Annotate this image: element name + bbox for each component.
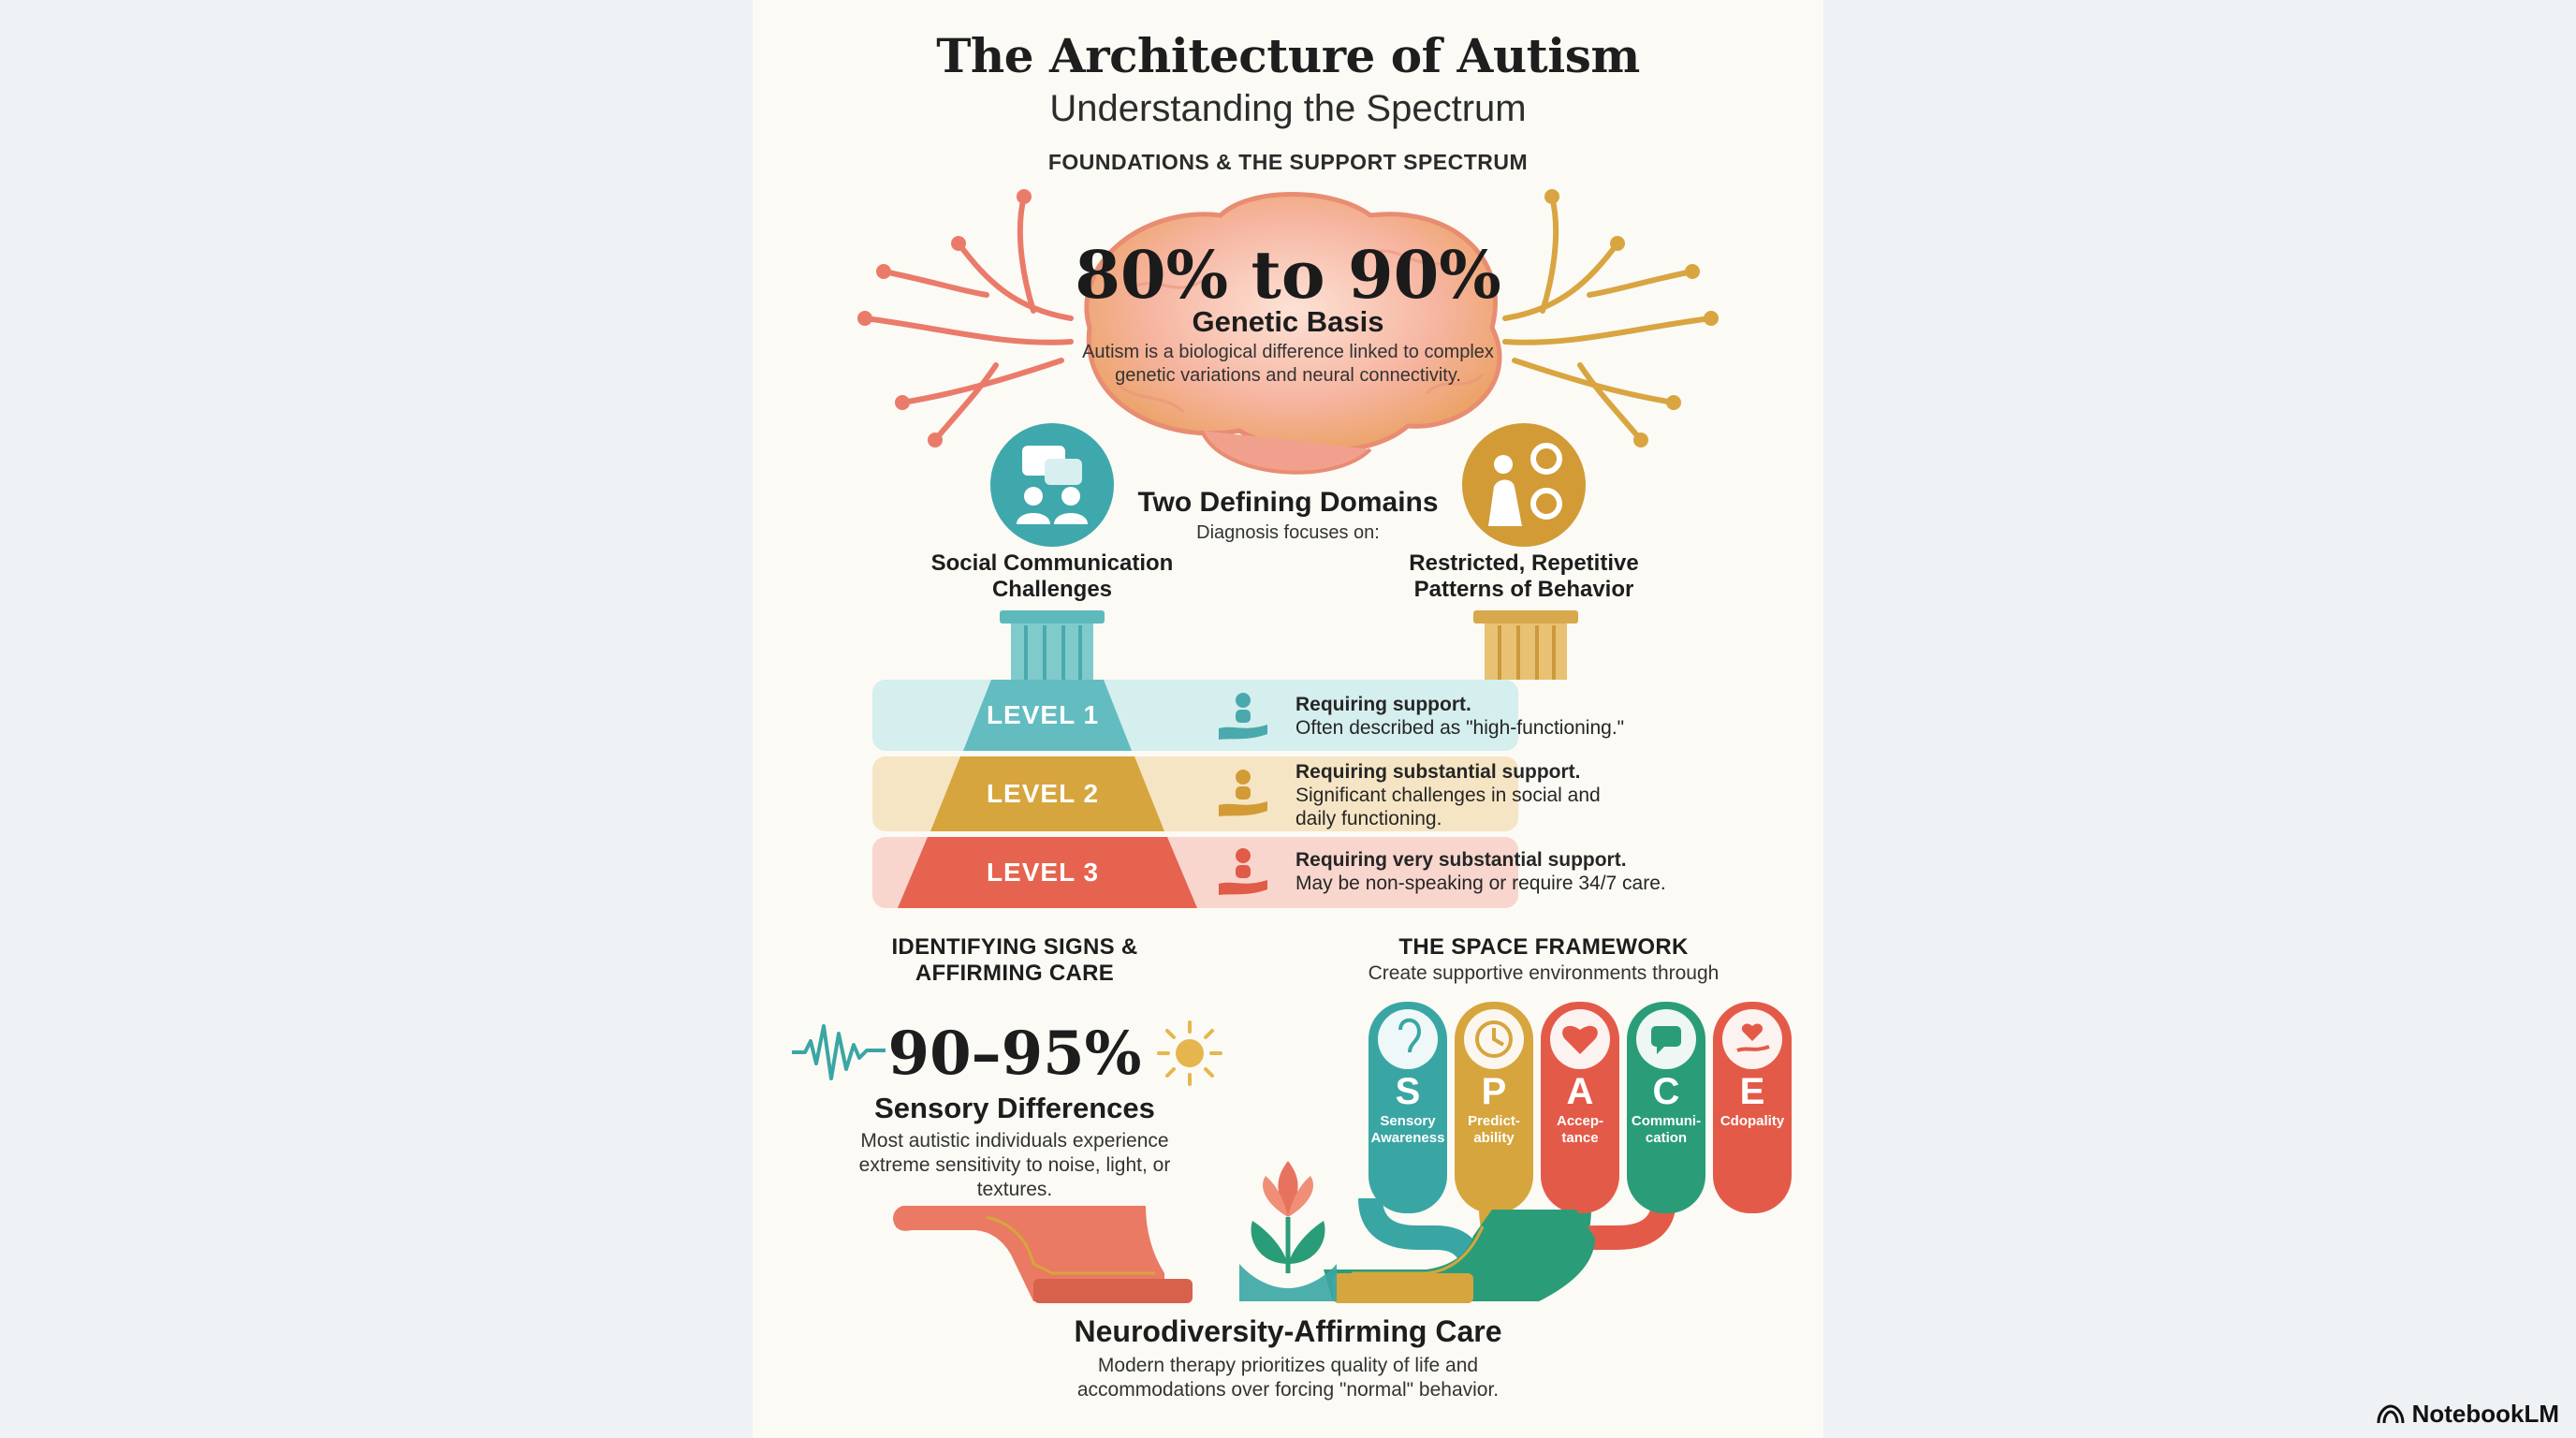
genetic-stat: 80% to 90% (1075, 236, 1501, 314)
sensory-stat: 90–95% (887, 1019, 1142, 1089)
section-label-foundations: FOUNDATIONS & THE SUPPORT SPECTRUM (1047, 150, 1529, 174)
signs-section-title: IDENTIFYING SIGNS & AFFIRMING CARE (891, 934, 1138, 986)
space-letter-s: S (1395, 1071, 1421, 1112)
infographic-poster (753, 0, 1823, 1438)
space-word-e: Cdopality (1720, 1113, 1785, 1129)
level-3-text (1295, 848, 1689, 895)
space-item-e (1713, 1071, 1792, 1130)
domains-subtitle: Diagnosis focuses on: (1196, 522, 1380, 543)
genetic-heading: Genetic Basis (1192, 305, 1384, 338)
sensory-heading: Sensory Differences (874, 1092, 1155, 1124)
support-hand-icon-level-2 (1215, 764, 1271, 820)
level-3-title: Requiring very substantial support. (1295, 849, 1627, 871)
level-2-description: Significant challenges in social and daily functioning. (1295, 785, 1601, 829)
level-2-label: LEVEL 2 (986, 779, 1100, 808)
poster-subtitle: Understanding the Spectrum (1049, 88, 1527, 129)
pillar-right (1473, 610, 1578, 680)
space-word-a: Accep-tance (1556, 1113, 1604, 1146)
space-letter-e: E (1739, 1071, 1765, 1112)
level-1-description: Often described as "high-functioning." (1295, 717, 1625, 739)
level-3-description: May be non-speaking or require 34/7 care. (1295, 873, 1666, 894)
notebooklm-logo-icon (2377, 1404, 2405, 1425)
support-hand-icon-level-1 (1215, 687, 1271, 743)
domain-social-communication: Social Communication Challenges (930, 550, 1174, 602)
sensory-description: Most autistic individuals experience extreme sensitivity to noise, light, or textures. (858, 1130, 1171, 1200)
space-framework-title: THE SPACE FRAMEWORK (1398, 934, 1689, 960)
space-item-s (1368, 1071, 1447, 1147)
care-heading: Neurodiversity-Affirming Care (1074, 1314, 1502, 1348)
level-1-text (1295, 693, 1689, 740)
space-item-p (1455, 1071, 1533, 1147)
level-3-label: LEVEL 3 (986, 858, 1100, 887)
domain-repetitive-behavior: Restricted, Repetitive Patterns of Behavior (1409, 550, 1639, 602)
space-letter-c: C (1652, 1071, 1680, 1112)
support-hand-icon-level-3 (1215, 843, 1271, 899)
brand-name: NotebookLM (2411, 1400, 2559, 1428)
space-letter-a: A (1566, 1071, 1594, 1112)
space-framework-subtitle: Create supportive environments through (1368, 962, 1720, 984)
social-communication-icon (988, 421, 1116, 549)
space-word-p: Predict-ability (1468, 1113, 1520, 1146)
level-1-label: LEVEL 1 (986, 700, 1100, 729)
pillar-left (1000, 610, 1105, 680)
level-1-title: Requiring support. (1295, 694, 1471, 715)
level-2-text (1295, 760, 1614, 830)
genetic-description: Autism is a biological difference linked to complex genetic variations and neural connectivity. (1082, 342, 1494, 386)
space-word-s: Sensory Awareness (1370, 1113, 1445, 1146)
care-description: Modern therapy prioritizes quality of life and accommodations over forcing "normal" behavior. (1076, 1355, 1500, 1401)
space-word-c: Communi-cation (1631, 1113, 1702, 1146)
notebooklm-brand (2377, 1400, 2559, 1429)
space-letter-p: P (1481, 1071, 1507, 1112)
domains-title: Two Defining Domains (1137, 487, 1439, 518)
repetitive-behavior-icon (1460, 421, 1588, 549)
poster-title: The Architecture of Autism (936, 28, 1640, 83)
space-item-a (1541, 1071, 1619, 1147)
level-2-title: Requiring substantial support. (1295, 761, 1581, 783)
space-item-c (1627, 1071, 1705, 1147)
